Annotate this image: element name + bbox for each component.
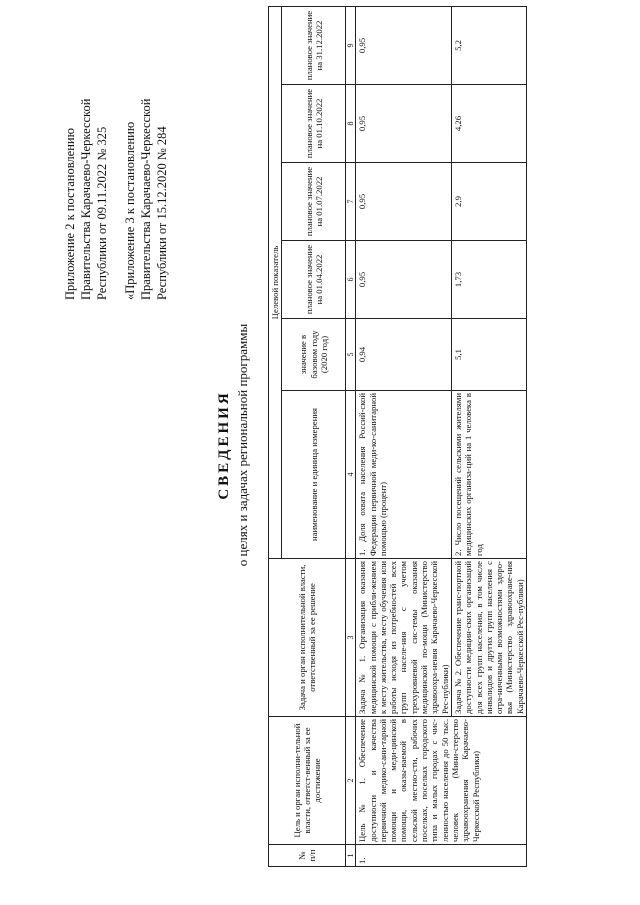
plan-value-cell: 2,9 (451, 163, 526, 241)
header-num: № п/п (269, 845, 346, 867)
column-number: 7 (346, 163, 356, 241)
plan-value-cell: 5,2 (451, 6, 526, 84)
row-number: 1. (356, 845, 527, 867)
header-plan-q2: плановое значение на 01.07.2022 (282, 163, 346, 241)
rotated-document-page (20, 5, 620, 885)
plan-value-cell: 1,73 (451, 241, 526, 319)
appendix-header-previous (122, 99, 170, 300)
table-row (356, 6, 452, 866)
indicator-cell: 2. Число посещений сельскими жителями медицинских организа-ций на 1 человека в год (451, 391, 526, 559)
header-target-indicator: Целевой показатель (269, 6, 282, 558)
header-plan-q1: плановое значение на 01.04.2022 (282, 241, 346, 319)
base-value-cell: 0,94 (356, 319, 452, 391)
task-cell: Задача № 2. Обеспечение транс-портной доступности медицин-ских организаций для всех групп населения, в том числе инвалидов и других групп населения с огра-ниченными возможностями здоро-вья (Министерство здравоохране-ния Карачаево-Черкесской Рес-публики) (451, 559, 526, 717)
column-number-row (346, 6, 356, 866)
column-number: 8 (346, 85, 356, 163)
plan-value-cell: 0,95 (356, 85, 452, 163)
header-plan-q3: плановое значение на 01.10.2022 (282, 85, 346, 163)
plan-value-cell: 0,95 (356, 163, 452, 241)
header-line: Республики от 15.12.2020 № 284 (155, 126, 169, 300)
indicator-cell: 1. Доля охвата населения Россий-ской Федерации первичной меди-ко-санитарной помощью (процент) (356, 391, 452, 559)
header-goal: Цель и орган исполни-тельной власти, ответст-венный за ее достижение (269, 717, 346, 845)
header-line: Приложение 2 к постановлению (63, 128, 77, 300)
header-indicator-name: наименование и единица измерения (282, 391, 346, 559)
column-number: 5 (346, 319, 356, 391)
plan-value-cell: 0,95 (356, 241, 452, 319)
plan-value-cell: 0,95 (356, 6, 452, 84)
header-task: Задача и орган исполнительной власти, ответственный за ее решение (269, 559, 346, 717)
header-line: Правительства Карачаево-Черкесской (79, 98, 93, 300)
goals-tasks-table (268, 6, 527, 867)
document-subtitle: о целях и задачах региональной программы (235, 323, 250, 567)
header-line: Республики от 09.11.2022 № 325 (95, 126, 109, 300)
header-base-value: значение в базовом году (2020 год) (282, 319, 346, 391)
column-number: 1 (346, 845, 356, 867)
header-line: «Приложение 3 к постановлению (123, 121, 137, 300)
column-number: 4 (346, 391, 356, 559)
header-plan-q4: плановое значение на 31.12.2022 (282, 6, 346, 84)
plan-value-cell: 4,26 (451, 85, 526, 163)
column-number: 2 (346, 717, 356, 845)
document-title: СВЕДЕНИЯ (216, 390, 232, 500)
appendix-header-current (62, 99, 110, 300)
column-number: 3 (346, 559, 356, 717)
column-number: 9 (346, 6, 356, 84)
column-number: 6 (346, 241, 356, 319)
task-cell: Задача № 1. Организация оказания медицинской помощи с прибли-жением к месту жительства, месту обучения или работы исходя из потребностей всех групп населе-ния с учетом трехуровневой сис-темы оказания медицинской по-мощи (Министерство здравоохра-нения Карачаево-Черкесской Рес-публики) (356, 559, 452, 717)
base-value-cell: 5,1 (451, 319, 526, 391)
goal-cell: Цель № 1. Обеспечение доступности и качества первичной медико-сани-тарной помощи и меди-цинской помощи, оказы-ваемой в сельской местно-сти, рабочих поселках, поселках городского типа и малых городах с чис-ленностью населения до 50 тыс. человек (Мини-стерство здравоохранения Карачаево-Черкесской Республики) (356, 717, 527, 845)
header-line: Правительства Карачаево-Черкесской (139, 98, 153, 300)
table-header-row (269, 6, 282, 866)
